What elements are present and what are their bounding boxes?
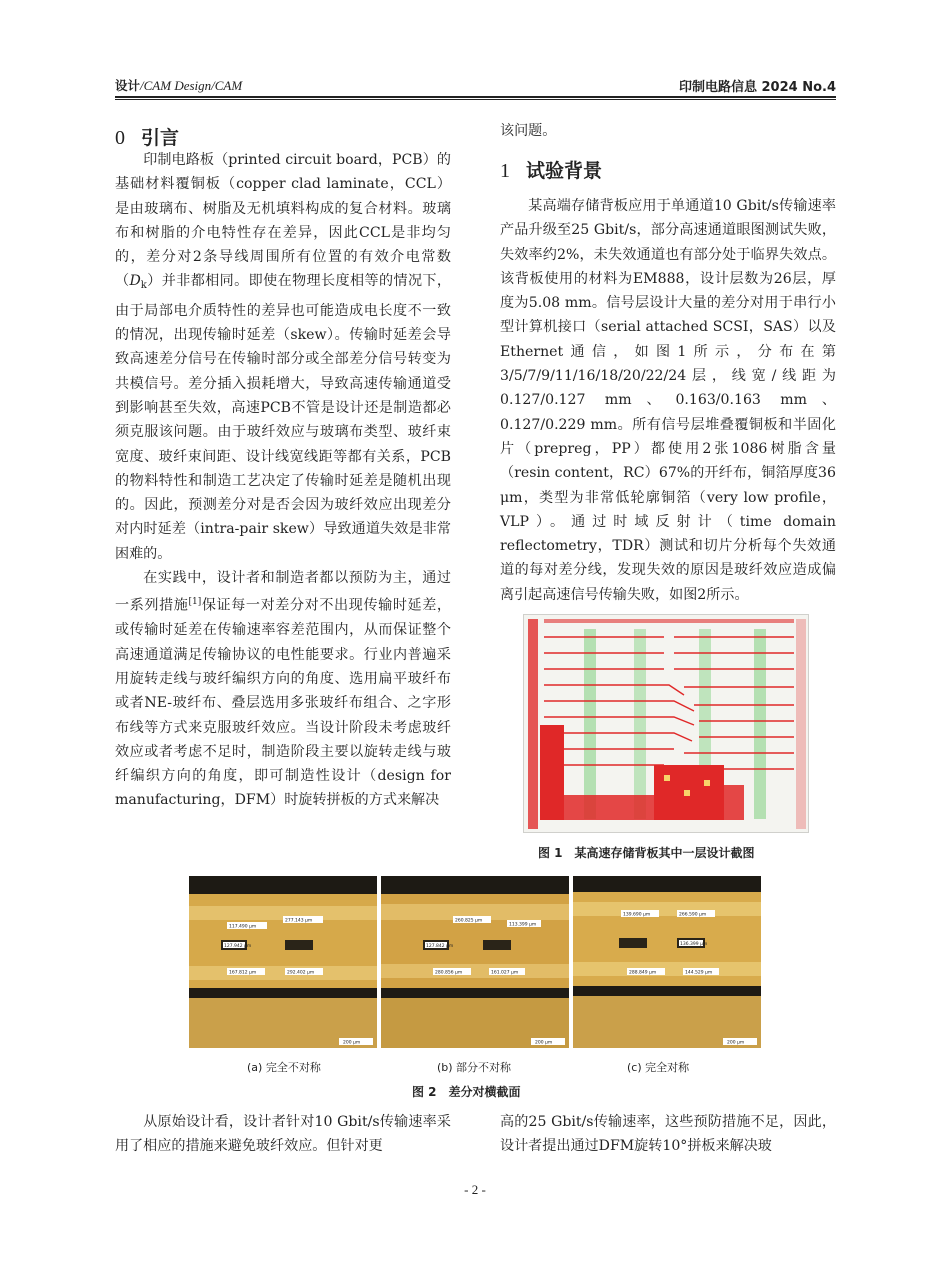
figure-2c-label: (c) 完全对称	[627, 1061, 690, 1074]
fig2b-scale-bar: 200 μm	[535, 1040, 553, 1046]
fig2b-measure-4: 280.856 μm	[435, 970, 463, 976]
running-header	[115, 76, 836, 96]
fig2c-measure-2: 266.590 μm	[679, 912, 707, 918]
figure-2-caption: 图 2 差分对横截面	[412, 1085, 521, 1099]
right-column-body	[500, 194, 836, 607]
left-column-body	[115, 148, 451, 813]
header-rule-thick	[115, 96, 836, 98]
fig2b-measure-2: 113.399 μm	[509, 922, 537, 928]
fig2c-scale-bar: 200 μm	[727, 1040, 745, 1046]
fig2c-measure-3: 136.399 μm	[680, 942, 708, 947]
citation-ref[interactable]: [1]	[188, 597, 202, 608]
fig2b-measure-5: 161.027 μm	[491, 970, 519, 976]
page-number: - 2 -	[464, 1182, 486, 1197]
continued-text: 该问题。	[500, 123, 557, 139]
fig2a-measure-2: 277.143 μm	[285, 918, 313, 924]
fig2c-measure-5: 144.529 μm	[685, 970, 713, 976]
fig2c-measure-1: 139.690 μm	[623, 912, 651, 918]
figure-1-pcb-layout-image	[523, 614, 809, 833]
bottom-right-text: 高的25 Gbit/s传输速率，这些预防措施不足，因此，设计者提出通过DFM旋转10°拼板来解决玻	[500, 1114, 836, 1155]
figure-2c-micrograph	[573, 876, 761, 1048]
fig2b-measure-1: 260.825 μm	[455, 918, 483, 924]
fig2a-measure-5: 292.402 μm	[287, 970, 315, 976]
header-rule-thin	[115, 99, 836, 100]
figure-2a-label: (a) 完全不对称	[247, 1061, 321, 1074]
header-journal-info: 印制电路信息 2024 No.4	[678, 80, 836, 95]
fig2b-measure-3: 127.842 μm	[426, 944, 454, 949]
figure-2b-label: (b) 部分不对称	[437, 1061, 512, 1074]
figure-2b-micrograph	[381, 876, 569, 1048]
background-paragraph: 某高端存储背板应用于单通道10 Gbit/s传输速率产品升级至25 Gbit/s，部分高速通道眼图测试失败，失效率约2%，未失效通道也有部分处于临界失效点。该背板使用的材料为EM888，设计层数为26层，厚度为5.08 mm。信号层设计大量的差分对用于串行小型计算机接口（serial attached SCSI，SAS）以及Ethernet通信，如图1所示，分布在第3/5/7/9/11/16/18/20/22/24层，线宽/线距为0.127/0.127 mm、0.163/0.163 mm、0.127/0.229 mm。所有信号层堆叠覆铜板和半固化片（prepreg，PP）都使用2张1086树脂含量（resin content，RC）67%的开纤布，铜箔厚度36 μm，类型为非常低轮廓铜箔（very low profile，VLP）。通过时域反射计（time domain reflectometry，TDR）测试和切片分析每个失效通道的每对差分线，发现失效的原因是玻纤效应造成偏离引起高速信号传输失败，如图2所示。	[500, 198, 836, 603]
fig2a-scale-bar: 200 μm	[343, 1040, 361, 1046]
fig2a-measure-1: 117.490 μm	[229, 924, 257, 930]
fig2c-measure-4: 288.849 μm	[629, 970, 657, 976]
fig2a-measure-3: 127.942 μm	[224, 944, 252, 949]
header-section-label: 设计/CAM Design/CAM	[115, 78, 243, 93]
intro-paragraph-1: 印制电路板（printed circuit board，PCB）的基础材料覆铜板（copper clad laminate，CCL）是由玻璃布、树脂及无机填料构成的复合材料。玻璃布和树脂的介电特性存在差异，因此CCL是非均匀的，差分对2条导线周围所有位置的有效介电常数$(D_k)$并非都相同。即使在物理长度相等的情况下，由于局部电介质特性的差异也可能造成电长度不一致的情况，出现传输时延差（skew）。传输时延差会导致高速差分信号在传输时部分或全部差分信号转变为共模信号。差分插入损耗增大，导致高速传输通道受到影响甚至失效，高速PCB不管是设计还是制造都必须克服该问题。由于玻纤效应与玻璃布类型、玻纤束宽度、玻纤束间距、设计线宽线距等都有关系，PCB的物料特性和制造工艺决定了传输时延差是随机出现的。因此，预测差分对是否会因为玻纤效应出现差分对内时延差（intra-pair skew）导致通道失效是非常困难的。	[115, 152, 451, 562]
figure-1-caption: 图 1 某高速存储背板其中一层设计截图	[538, 846, 755, 860]
bottom-left-text: 从原始设计看，设计者针对10 Gbit/s传输速率采用了相应的措施来避免玻纤效应。但针对更	[115, 1114, 451, 1155]
figure-2a-micrograph	[189, 876, 377, 1048]
section-heading-background: 1 试验背景	[500, 160, 603, 182]
fig2a-measure-4: 167.812 μm	[229, 970, 257, 976]
section-heading-intro: 0 引言	[115, 127, 180, 149]
intro-paragraph-2: 在实践中，设计者和制造者都以预防为主，通过一系列措施[1]保证每一对差分对不出现传输时延差，或传输时延差在传输速率容差范围内，从而保证整个高速通道满足传输协议的电性能要求。行业内普遍采用旋转走线与玻纤编织方向的角度、选用扁平玻纤布或者NE-玻纤布、叠层选用多张玻纤布组合、之字形布线等方式来克服玻纤效应。当设计阶段未考虑玻纤效应或者考虑不足时，制造阶段主要以旋转走线与玻纤编织方向的角度，即可制造性设计（design for manufacturing，DFM）时旋转拼板的方式来解决	[115, 570, 452, 809]
